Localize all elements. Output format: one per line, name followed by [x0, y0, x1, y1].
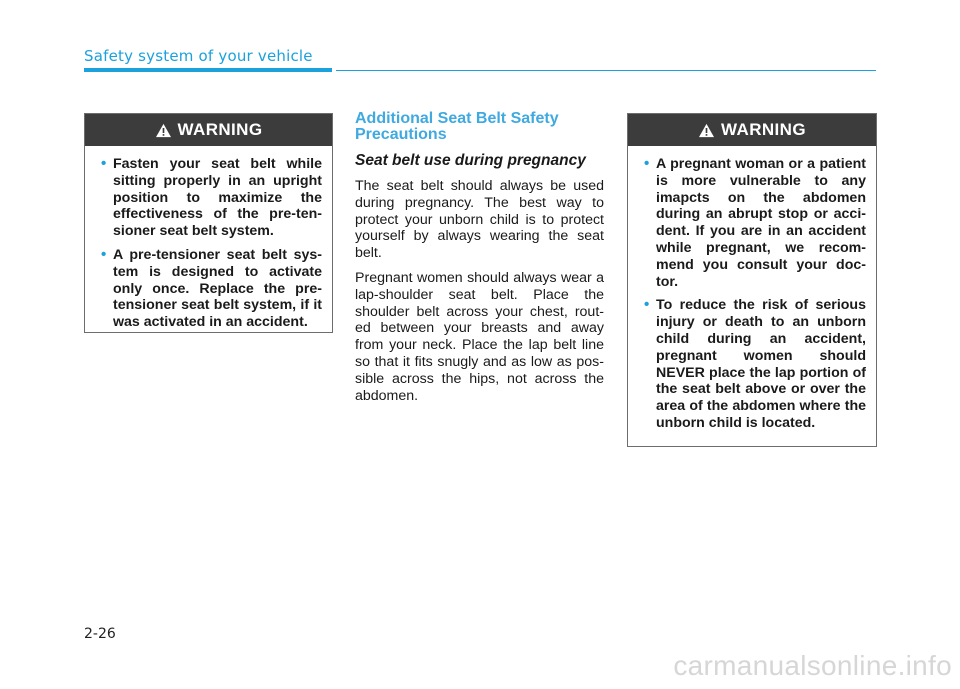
bullet-icon: •	[101, 245, 107, 263]
warning-triangle-icon	[698, 123, 715, 138]
warning-item-text: Fasten your seat belt while sitting properly in an upright position to maximize the effectiveness of the pre-ten-sioner seat belt system.	[113, 156, 322, 240]
warning-box-right	[627, 113, 877, 447]
warning-label: WARNING	[177, 120, 263, 139]
warning-item	[646, 297, 866, 431]
section-title-line-2: Precautions	[355, 126, 447, 143]
warning-item	[103, 156, 322, 240]
body-paragraph: The seat belt should always be used during pregnancy. The best way to protect your unborn child is to protect yourself by always wearing the seat belt.	[355, 178, 604, 262]
header-rule-thick	[84, 68, 332, 72]
section-title	[355, 111, 604, 143]
section-header-title: Safety system of your vehicle	[84, 47, 313, 65]
warning-label: WARNING	[721, 120, 806, 139]
section-title-line-1: Additional Seat Belt Safety	[355, 110, 559, 127]
warning-item	[646, 156, 866, 290]
warning-header	[628, 114, 876, 146]
page-number: 2-26	[84, 626, 116, 642]
warning-list	[85, 146, 332, 343]
main-column	[355, 111, 604, 404]
bullet-icon: •	[101, 155, 107, 172]
warning-item	[103, 247, 322, 331]
watermark: carmanualsonline.info	[673, 650, 952, 681]
warning-triangle-icon	[155, 123, 172, 138]
subsection-title: Seat belt use during pregnancy	[355, 152, 586, 169]
warning-box-left	[84, 113, 333, 333]
header-rule-thin	[336, 70, 876, 71]
warning-item-text: To reduce the risk of serious injury or death to an unborn child during an accident, pregnant women should NEVER place the lap portion of the seat belt above or over the area of the abdomen where the unborn child is located.	[656, 297, 866, 431]
warning-item-text: A pregnant woman or a patient is more vulnerable to any imapcts on the abdomen during an abrupt stop or acci-dent. If you are in an accident while pregnant, we recom-mend you consult your doc-tor.	[656, 156, 866, 290]
warning-list	[628, 146, 876, 444]
warning-header	[85, 114, 332, 146]
warning-item-text: A pre-tensioner seat belt sys-tem is designed to activate only once. Replace the pre-tensioner seat belt system, if it was activated in an accident.	[113, 246, 322, 331]
body-paragraph: Pregnant women should always wear a lap-shoulder seat belt. Place the shoulder belt across your chest, rout-ed between your breasts and away from your neck. Place the lap belt line so that it fits snugly and as low as pos-sible across the hips, not across the abdomen.	[355, 269, 604, 404]
bullet-icon: •	[644, 155, 650, 172]
bullet-icon: •	[644, 296, 650, 314]
